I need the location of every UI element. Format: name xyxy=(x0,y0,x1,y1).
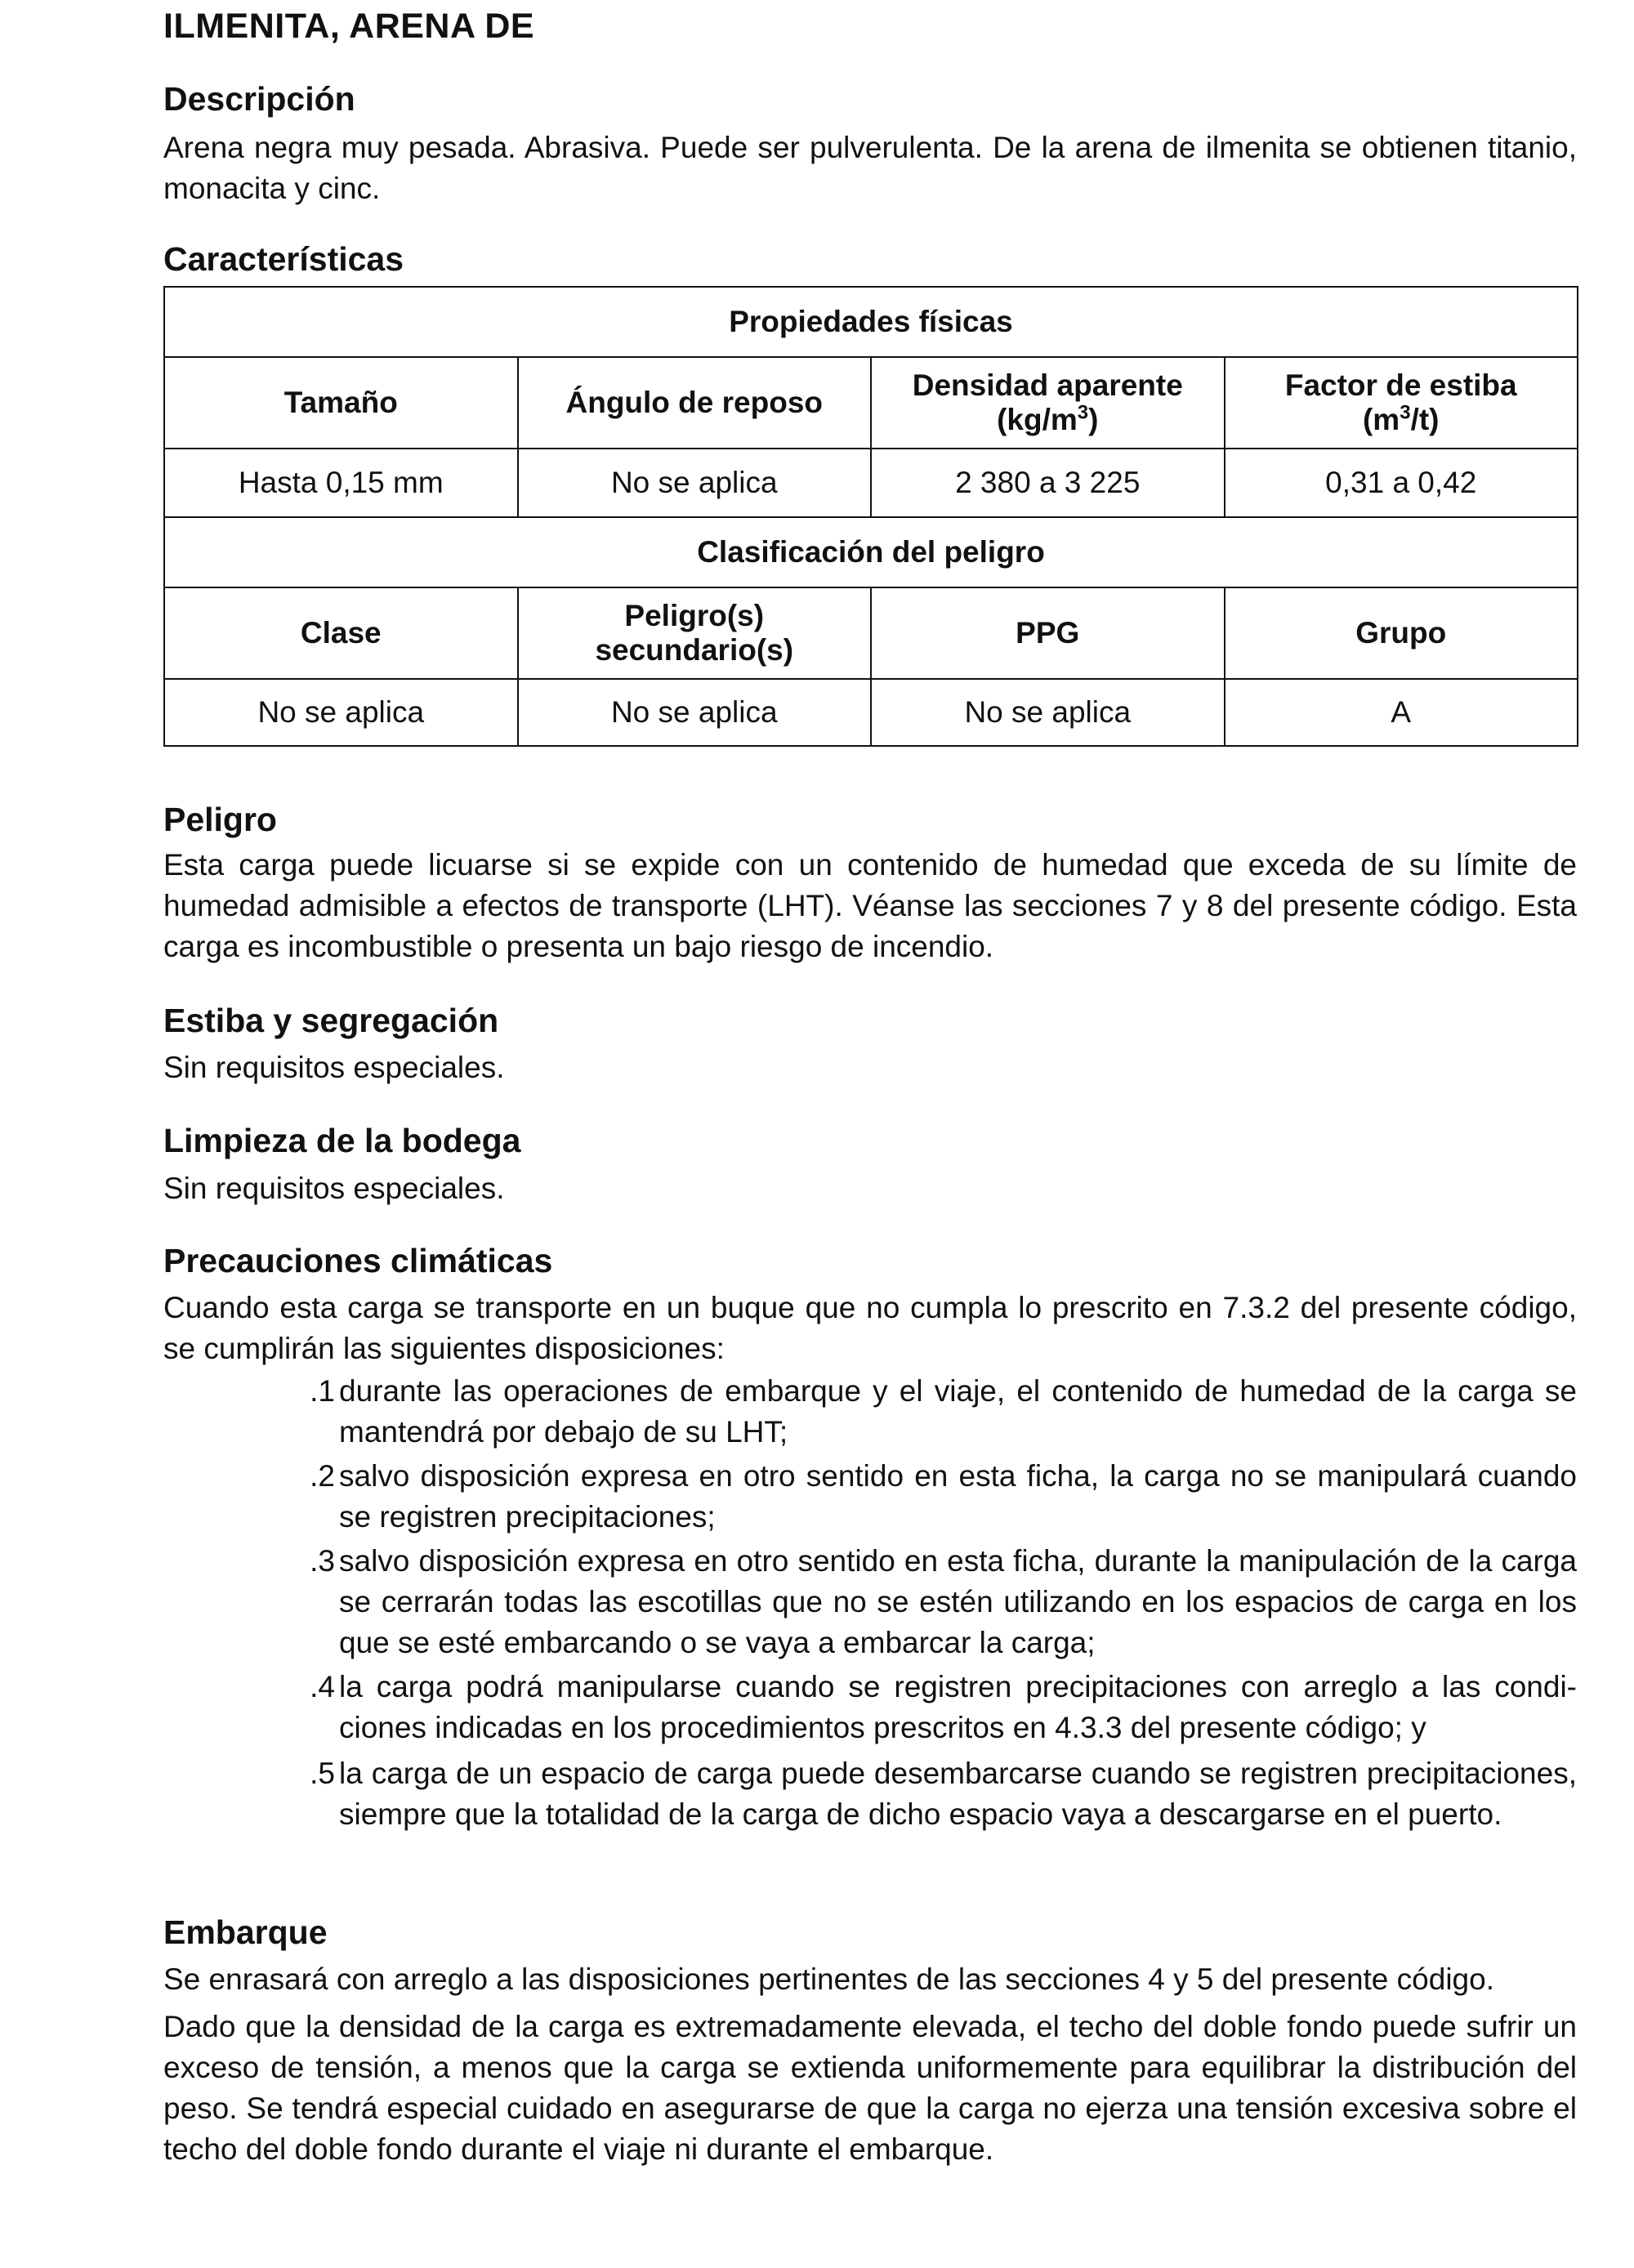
table-row xyxy=(164,587,1578,679)
header-angulo: Ángulo de reposo xyxy=(518,357,872,449)
list-item-text: durante las operaciones de embarque y el viaje, el contenido de humedad de la carga se mantendrá por debajo de su LHT; xyxy=(339,1374,1577,1449)
limpieza-heading: Limpieza de la bodega xyxy=(163,1122,521,1159)
hazard-classification-title: Clasificación del peligro xyxy=(164,517,1578,587)
table-row xyxy=(164,679,1578,746)
descripcion-text: Arena negra muy pesada. Abrasiva. Puede ser pulverulenta. De la arena de ilmenita se obtienen titanio, monacita y cinc. xyxy=(163,131,1577,205)
header-factor-unit-pre: (m xyxy=(1362,403,1400,436)
header-densidad-unit-pre: (kg/m xyxy=(997,403,1078,436)
table-row xyxy=(164,287,1578,357)
header-peligro-line1: Peligro(s) xyxy=(624,599,765,632)
precauciones-heading: Precauciones climáticas xyxy=(163,1242,553,1279)
characteristics-table xyxy=(163,286,1578,747)
list-item-number: .1 xyxy=(310,1374,335,1408)
value-densidad: 2 380 a 3 225 xyxy=(871,449,1225,517)
value-factor: 0,31 a 0,42 xyxy=(1225,449,1578,517)
header-tamano: Tamaño xyxy=(164,357,518,449)
header-factor-unit-post: /t) xyxy=(1410,403,1440,436)
peligro-heading: Peligro xyxy=(163,801,277,838)
header-densidad-line1: Densidad aparente xyxy=(912,368,1183,402)
list-item-number: .2 xyxy=(310,1459,335,1493)
limpieza-text: Sin requisitos especiales. xyxy=(163,1172,505,1205)
table-row xyxy=(164,449,1578,517)
value-tamano: Hasta 0,15 mm xyxy=(164,449,518,517)
embarque-heading: Embarque xyxy=(163,1913,328,1951)
estiba-text: Sin requisitos especiales. xyxy=(163,1051,505,1084)
document-title: ILMENITA, ARENA DE xyxy=(163,7,535,46)
physical-properties-title: Propiedades físicas xyxy=(164,287,1578,357)
header-grupo: Grupo xyxy=(1225,587,1578,679)
table-row xyxy=(164,517,1578,587)
table-row xyxy=(164,357,1578,449)
value-ppg: No se aplica xyxy=(871,679,1225,746)
header-peligro-secundario xyxy=(518,587,872,679)
list-item-text: la carga de un espacio de carga puede desembarcarse cuando se registren precipitaciones, siempre que la totalidad de la carga de dicho espacio vaya a descargarse en el puerto. xyxy=(339,1757,1577,1831)
header-densidad-unit-sup: 3 xyxy=(1077,401,1089,424)
list-item-text: salvo disposición expresa en otro sentido en esta ficha, la carga no se manipulará cuando se registren precipitaciones; xyxy=(339,1459,1577,1534)
header-factor-unit-sup: 3 xyxy=(1400,401,1411,424)
precauciones-intro: Cuando esta carga se transporte en un buque que no cumpla lo prescrito en 7.3.2 del presente código, se cumplirán las siguientes disposiciones: xyxy=(163,1291,1577,1365)
header-clase: Clase xyxy=(164,587,518,679)
header-peligro-line2: secundario(s) xyxy=(595,633,794,667)
list-item-text: salvo disposición expresa en otro sentido en esta ficha, durante la manipulación de la carga se cerrarán todas las escotillas que no se estén utilizando en los espacios de carga en los que se esté embarcando o se vaya a embarcar la carga; xyxy=(339,1544,1577,1659)
embarque-text-2: Dado que la densidad de la carga es extremadamente elevada, el techo del doble fondo puede sufrir un exceso de tensión, a menos que la carga se extienda uniformemente para equilibrar la distribución del peso. Se tendrá especial cuidado en asegurarse de que la carga no ejerza una tensión excesiva sobre el techo del doble fondo durante el viaje ni durante el embarque. xyxy=(163,2010,1577,2166)
header-ppg: PPG xyxy=(871,587,1225,679)
list-item-number: .4 xyxy=(310,1670,335,1703)
header-factor xyxy=(1225,357,1578,449)
list-item-number: .5 xyxy=(310,1757,335,1790)
list-item-text: la carga podrá manipularse cuando se registren precipitaciones con arreglo a las condiciones indicadas en los procedimientos prescritos en 4.3.3 del presente código; y xyxy=(339,1670,1577,1744)
value-angulo: No se aplica xyxy=(518,449,872,517)
header-factor-line1: Factor de estiba xyxy=(1284,368,1517,402)
descripcion-heading: Descripción xyxy=(163,80,355,118)
header-densidad xyxy=(871,357,1225,449)
embarque-text-1: Se enrasará con arreglo a las disposiciones pertinentes de las secciones 4 y 5 del presente código. xyxy=(163,1962,1494,1996)
peligro-text: Esta carga puede licuarse si se expide con un contenido de humedad que exceda de su límite de humedad admisible a efectos de transporte (LHT). Véanse las secciones 7 y 8 del presente código. Esta carga es incombustible o presenta un bajo riesgo de incendio. xyxy=(163,848,1577,963)
header-densidad-unit-post: ) xyxy=(1088,403,1099,436)
value-peligro-secundario: No se aplica xyxy=(518,679,872,746)
list-item-number: .3 xyxy=(310,1544,335,1578)
value-grupo: A xyxy=(1225,679,1578,746)
caracteristicas-heading: Características xyxy=(163,240,404,278)
estiba-heading: Estiba y segregación xyxy=(163,1002,499,1039)
value-clase: No se aplica xyxy=(164,679,518,746)
